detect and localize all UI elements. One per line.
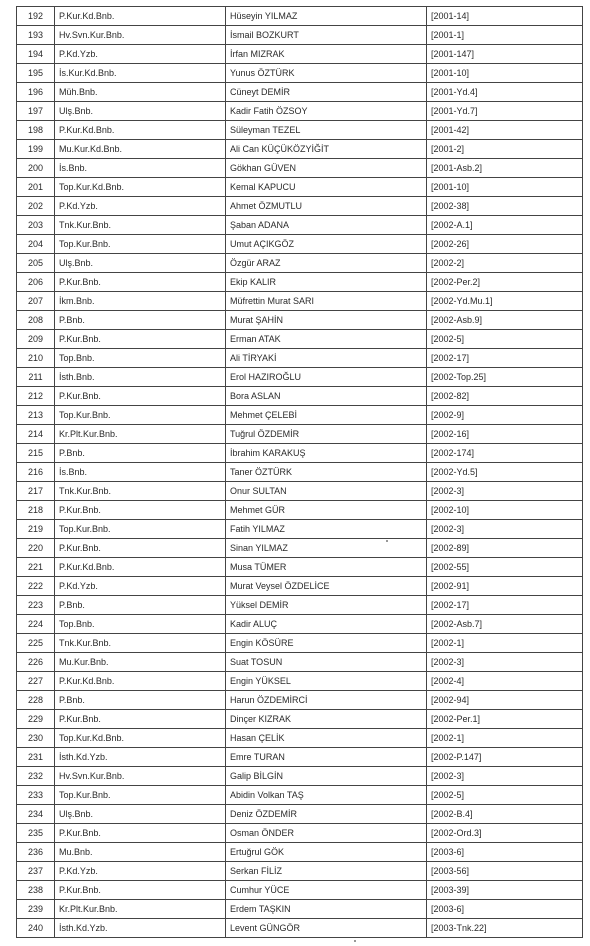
rank-cell: P.Bnb. [55, 691, 226, 710]
name-cell: Murat Veysel ÖZDELİCE [226, 577, 427, 596]
rank-cell: P.Bnb. [55, 311, 226, 330]
name-cell: Levent GÜNGÖR [226, 919, 427, 938]
name-cell: Musa TÜMER [226, 558, 427, 577]
table-row [17, 140, 583, 159]
code-cell: [2002-3] [427, 520, 583, 539]
rank-cell: P.Kur.Bnb. [55, 824, 226, 843]
rank-cell: İsth.Kd.Yzb. [55, 748, 226, 767]
name-cell: Taner ÖZTÜRK [226, 463, 427, 482]
table-row [17, 691, 583, 710]
name-cell: Ali Can KÜÇÜKÖZYİĞİT [226, 140, 427, 159]
name-cell: Tuğrul ÖZDEMİR [226, 425, 427, 444]
row-number-cell: 228 [17, 691, 55, 710]
name-cell: Umut AÇIKGÖZ [226, 235, 427, 254]
name-cell: Yüksel DEMİR [226, 596, 427, 615]
rank-cell: Tnk.Kur.Bnb. [55, 634, 226, 653]
name-cell: Suat TOSUN [226, 653, 427, 672]
name-cell: Hüseyin YILMAZ [226, 7, 427, 26]
table-row [17, 881, 583, 900]
personnel-list-page [16, 6, 582, 938]
row-number-cell: 197 [17, 102, 55, 121]
table-row [17, 767, 583, 786]
table-row [17, 862, 583, 881]
name-cell: İsmail BOZKURT [226, 26, 427, 45]
table-row [17, 425, 583, 444]
table-row [17, 235, 583, 254]
name-cell: Murat ŞAHİN [226, 311, 427, 330]
name-cell: Engin YÜKSEL [226, 672, 427, 691]
code-cell: [2002-2] [427, 254, 583, 273]
table-row [17, 482, 583, 501]
rank-cell: P.Kur.Bnb. [55, 330, 226, 349]
rank-cell: P.Kd.Yzb. [55, 45, 226, 64]
name-cell: İrfan MIZRAK [226, 45, 427, 64]
row-number-cell: 229 [17, 710, 55, 729]
personnel-table-body [17, 7, 583, 938]
table-row [17, 197, 583, 216]
table-row [17, 216, 583, 235]
table-row [17, 919, 583, 938]
rank-cell: P.Kur.Kd.Bnb. [55, 558, 226, 577]
rank-cell: P.Kur.Kd.Bnb. [55, 121, 226, 140]
rank-cell: İkm.Bnb. [55, 292, 226, 311]
rank-cell: Müh.Bnb. [55, 83, 226, 102]
name-cell: Hasan ÇELİK [226, 729, 427, 748]
rank-cell: Ulş.Bnb. [55, 102, 226, 121]
table-row [17, 748, 583, 767]
row-number-cell: 216 [17, 463, 55, 482]
rank-cell: Kr.Plt.Kur.Bnb. [55, 425, 226, 444]
name-cell: Ertuğrul GÖK [226, 843, 427, 862]
row-number-cell: 215 [17, 444, 55, 463]
table-row [17, 254, 583, 273]
rank-cell: Kr.Plt.Kur.Bnb. [55, 900, 226, 919]
rank-cell: P.Kur.Bnb. [55, 501, 226, 520]
rank-cell: Top.Kur.Kd.Bnb. [55, 729, 226, 748]
code-cell: [2001-1] [427, 26, 583, 45]
row-number-cell: 220 [17, 539, 55, 558]
code-cell: [2002-5] [427, 786, 583, 805]
code-cell: [2002-Asb.9] [427, 311, 583, 330]
rank-cell: Top.Kur.Kd.Bnb. [55, 178, 226, 197]
scan-speck [386, 540, 388, 542]
table-row [17, 45, 583, 64]
code-cell: [2001-14] [427, 7, 583, 26]
code-cell: [2002-26] [427, 235, 583, 254]
name-cell: Şaban ADANA [226, 216, 427, 235]
code-cell: [2002-Per.1] [427, 710, 583, 729]
rank-cell: Top.Kur.Bnb. [55, 406, 226, 425]
table-row [17, 805, 583, 824]
table-row [17, 710, 583, 729]
code-cell: [2002-38] [427, 197, 583, 216]
row-number-cell: 195 [17, 64, 55, 83]
name-cell: Osman ÖNDER [226, 824, 427, 843]
rank-cell: P.Kur.Bnb. [55, 387, 226, 406]
name-cell: Galip BİLGİN [226, 767, 427, 786]
name-cell: Cüneyt DEMİR [226, 83, 427, 102]
table-row [17, 64, 583, 83]
name-cell: Ekip KALIR [226, 273, 427, 292]
row-number-cell: 237 [17, 862, 55, 881]
table-row [17, 900, 583, 919]
table-row [17, 558, 583, 577]
code-cell: [2001-42] [427, 121, 583, 140]
table-row [17, 577, 583, 596]
code-cell: [2002-174] [427, 444, 583, 463]
name-cell: Emre TURAN [226, 748, 427, 767]
table-row [17, 501, 583, 520]
rank-cell: P.Kur.Bnb. [55, 539, 226, 558]
rank-cell: Hv.Svn.Kur.Bnb. [55, 26, 226, 45]
rank-cell: P.Kur.Bnb. [55, 710, 226, 729]
code-cell: [2003-Tnk.22] [427, 919, 583, 938]
name-cell: Gökhan GÜVEN [226, 159, 427, 178]
code-cell: [2002-55] [427, 558, 583, 577]
table-row [17, 26, 583, 45]
table-row [17, 672, 583, 691]
code-cell: [2002-17] [427, 596, 583, 615]
name-cell: Süleyman TEZEL [226, 121, 427, 140]
rank-cell: P.Kur.Bnb. [55, 881, 226, 900]
row-number-cell: 214 [17, 425, 55, 444]
table-row [17, 406, 583, 425]
name-cell: Deniz ÖZDEMİR [226, 805, 427, 824]
code-cell: [2003-6] [427, 843, 583, 862]
name-cell: Ali TİRYAKİ [226, 349, 427, 368]
rank-cell: Ulş.Bnb. [55, 805, 226, 824]
row-number-cell: 192 [17, 7, 55, 26]
rank-cell: P.Kd.Yzb. [55, 577, 226, 596]
rank-cell: P.Kd.Yzb. [55, 197, 226, 216]
table-row [17, 368, 583, 387]
code-cell: [2002-1] [427, 729, 583, 748]
table-row [17, 292, 583, 311]
rank-cell: İs.Bnb. [55, 159, 226, 178]
code-cell: [2001-147] [427, 45, 583, 64]
table-row [17, 596, 583, 615]
name-cell: Mehmet ÇELEBİ [226, 406, 427, 425]
code-cell: [2001-Yd.7] [427, 102, 583, 121]
table-row [17, 444, 583, 463]
table-row [17, 7, 583, 26]
name-cell: Abidin Volkan TAŞ [226, 786, 427, 805]
row-number-cell: 232 [17, 767, 55, 786]
table-row [17, 786, 583, 805]
code-cell: [2002-4] [427, 672, 583, 691]
table-row [17, 615, 583, 634]
rank-cell: P.Bnb. [55, 444, 226, 463]
row-number-cell: 217 [17, 482, 55, 501]
rank-cell: İs.Bnb. [55, 463, 226, 482]
table-row [17, 178, 583, 197]
code-cell: [2002-A.1] [427, 216, 583, 235]
row-number-cell: 239 [17, 900, 55, 919]
code-cell: [2001-Yd.4] [427, 83, 583, 102]
row-number-cell: 203 [17, 216, 55, 235]
code-cell: [2002-Top.25] [427, 368, 583, 387]
rank-cell: P.Kd.Yzb. [55, 862, 226, 881]
table-row [17, 520, 583, 539]
table-row [17, 634, 583, 653]
row-number-cell: 236 [17, 843, 55, 862]
row-number-cell: 196 [17, 83, 55, 102]
name-cell: Erdem TAŞKIN [226, 900, 427, 919]
name-cell: Kadir ALUÇ [226, 615, 427, 634]
table-row [17, 824, 583, 843]
rank-cell: Top.Kur.Bnb. [55, 235, 226, 254]
table-row [17, 387, 583, 406]
row-number-cell: 200 [17, 159, 55, 178]
rank-cell: Mu.Kur.Kd.Bnb. [55, 140, 226, 159]
row-number-cell: 206 [17, 273, 55, 292]
name-cell: Onur SULTAN [226, 482, 427, 501]
name-cell: Erol HAZIROĞLU [226, 368, 427, 387]
name-cell: Engin KÖSÜRE [226, 634, 427, 653]
code-cell: [2002-Asb.7] [427, 615, 583, 634]
code-cell: [2002-3] [427, 767, 583, 786]
table-row [17, 273, 583, 292]
rank-cell: Top.Bnb. [55, 349, 226, 368]
code-cell: [2002-P.147] [427, 748, 583, 767]
table-row [17, 539, 583, 558]
row-number-cell: 235 [17, 824, 55, 843]
rank-cell: İsth.Kd.Yzb. [55, 919, 226, 938]
row-number-cell: 222 [17, 577, 55, 596]
rank-cell: İs.Kur.Kd.Bnb. [55, 64, 226, 83]
name-cell: Serkan FİLİZ [226, 862, 427, 881]
rank-cell: Tnk.Kur.Bnb. [55, 216, 226, 235]
rank-cell: Top.Kur.Bnb. [55, 786, 226, 805]
row-number-cell: 194 [17, 45, 55, 64]
rank-cell: Tnk.Kur.Bnb. [55, 482, 226, 501]
code-cell: [2002-3] [427, 482, 583, 501]
name-cell: Erman ATAK [226, 330, 427, 349]
name-cell: Kadir Fatih ÖZSOY [226, 102, 427, 121]
row-number-cell: 240 [17, 919, 55, 938]
table-row [17, 653, 583, 672]
row-number-cell: 199 [17, 140, 55, 159]
code-cell: [2002-Per.2] [427, 273, 583, 292]
name-cell: Fatih YILMAZ [226, 520, 427, 539]
code-cell: [2002-94] [427, 691, 583, 710]
name-cell: Mehmet GÜR [226, 501, 427, 520]
row-number-cell: 223 [17, 596, 55, 615]
row-number-cell: 219 [17, 520, 55, 539]
rank-cell: Hv.Svn.Kur.Bnb. [55, 767, 226, 786]
rank-cell: Mu.Kur.Bnb. [55, 653, 226, 672]
code-cell: [2001-10] [427, 64, 583, 83]
table-row [17, 330, 583, 349]
row-number-cell: 226 [17, 653, 55, 672]
rank-cell: Mu.Bnb. [55, 843, 226, 862]
code-cell: [2003-39] [427, 881, 583, 900]
row-number-cell: 198 [17, 121, 55, 140]
table-row [17, 311, 583, 330]
table-row [17, 159, 583, 178]
code-cell: [2002-16] [427, 425, 583, 444]
code-cell: [2002-9] [427, 406, 583, 425]
table-row [17, 102, 583, 121]
code-cell: [2002-89] [427, 539, 583, 558]
rank-cell: P.Kur.Kd.Bnb. [55, 672, 226, 691]
rank-cell: P.Kur.Kd.Bnb. [55, 7, 226, 26]
rank-cell: Top.Bnb. [55, 615, 226, 634]
code-cell: [2002-B.4] [427, 805, 583, 824]
row-number-cell: 233 [17, 786, 55, 805]
table-row [17, 121, 583, 140]
table-row [17, 729, 583, 748]
name-cell: Bora ASLAN [226, 387, 427, 406]
row-number-cell: 204 [17, 235, 55, 254]
row-number-cell: 202 [17, 197, 55, 216]
name-cell: Sinan YILMAZ [226, 539, 427, 558]
row-number-cell: 238 [17, 881, 55, 900]
code-cell: [2003-6] [427, 900, 583, 919]
row-number-cell: 208 [17, 311, 55, 330]
code-cell: [2002-5] [427, 330, 583, 349]
code-cell: [2002-1] [427, 634, 583, 653]
rank-cell: İsth.Bnb. [55, 368, 226, 387]
row-number-cell: 225 [17, 634, 55, 653]
row-number-cell: 231 [17, 748, 55, 767]
table-row [17, 349, 583, 368]
row-number-cell: 221 [17, 558, 55, 577]
code-cell: [2003-56] [427, 862, 583, 881]
row-number-cell: 230 [17, 729, 55, 748]
name-cell: Müfrettin Murat SARI [226, 292, 427, 311]
code-cell: [2001-10] [427, 178, 583, 197]
row-number-cell: 210 [17, 349, 55, 368]
row-number-cell: 234 [17, 805, 55, 824]
code-cell: [2002-82] [427, 387, 583, 406]
scan-speck [354, 940, 356, 942]
table-row [17, 83, 583, 102]
row-number-cell: 205 [17, 254, 55, 273]
name-cell: Kemal KAPUCU [226, 178, 427, 197]
code-cell: [2002-3] [427, 653, 583, 672]
name-cell: İbrahim KARAKUŞ [226, 444, 427, 463]
table-row [17, 843, 583, 862]
table-row [17, 463, 583, 482]
code-cell: [2002-Ord.3] [427, 824, 583, 843]
name-cell: Özgür ARAZ [226, 254, 427, 273]
code-cell: [2002-Yd.Mu.1] [427, 292, 583, 311]
row-number-cell: 207 [17, 292, 55, 311]
row-number-cell: 224 [17, 615, 55, 634]
code-cell: [2001-Asb.2] [427, 159, 583, 178]
rank-cell: Ulş.Bnb. [55, 254, 226, 273]
row-number-cell: 211 [17, 368, 55, 387]
code-cell: [2001-2] [427, 140, 583, 159]
name-cell: Ahmet ÖZMUTLU [226, 197, 427, 216]
row-number-cell: 218 [17, 501, 55, 520]
name-cell: Cumhur YÜCE [226, 881, 427, 900]
rank-cell: Top.Kur.Bnb. [55, 520, 226, 539]
row-number-cell: 227 [17, 672, 55, 691]
code-cell: [2002-Yd.5] [427, 463, 583, 482]
row-number-cell: 201 [17, 178, 55, 197]
code-cell: [2002-10] [427, 501, 583, 520]
name-cell: Dinçer KIZRAK [226, 710, 427, 729]
row-number-cell: 212 [17, 387, 55, 406]
name-cell: Harun ÖZDEMİRCİ [226, 691, 427, 710]
name-cell: Yunus ÖZTÜRK [226, 64, 427, 83]
rank-cell: P.Kur.Bnb. [55, 273, 226, 292]
code-cell: [2002-17] [427, 349, 583, 368]
row-number-cell: 213 [17, 406, 55, 425]
code-cell: [2002-91] [427, 577, 583, 596]
row-number-cell: 193 [17, 26, 55, 45]
row-number-cell: 209 [17, 330, 55, 349]
personnel-table [16, 6, 583, 938]
rank-cell: P.Bnb. [55, 596, 226, 615]
